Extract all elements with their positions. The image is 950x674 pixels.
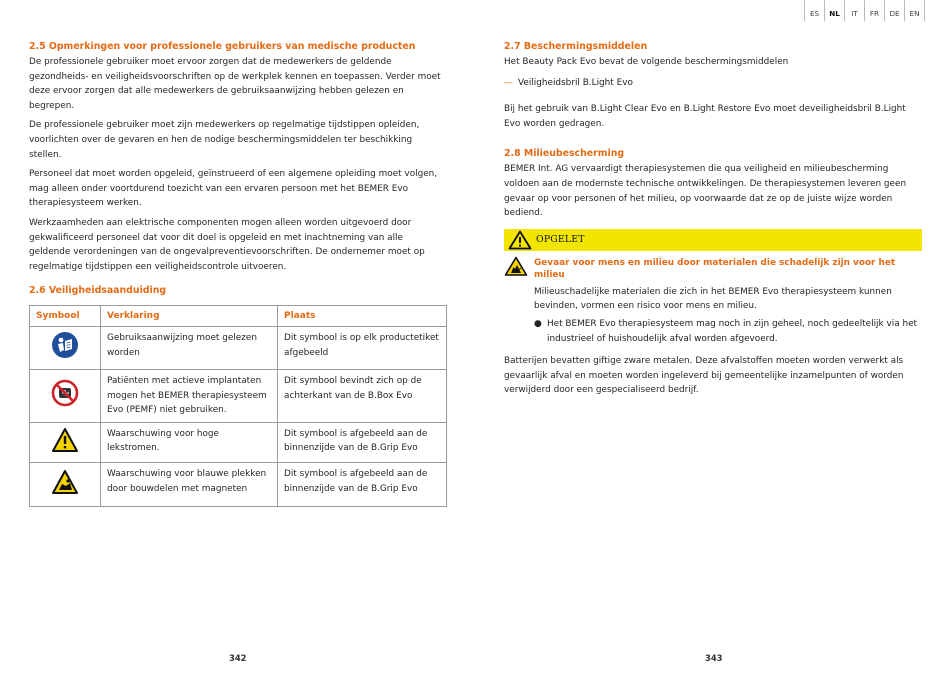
language-tab-nl[interactable]: NL	[825, 0, 845, 21]
page-number-left: 342	[229, 653, 247, 663]
language-tab-es[interactable]: ES	[805, 0, 825, 21]
section-2-5-paragraph-3: Personeel dat moet worden opgeleid, geïnstrueerd of een algemene opleiding moet volgen, mag alleen onder voortdurend toezicht van een ervaren persoon met het BEMER Evo therapiesysteem werken.	[29, 169, 438, 209]
list-item	[504, 76, 922, 91]
table-row	[30, 327, 447, 370]
location-cell: Dit symbool is afgebeeld aan de binnenzijde van de B.Grip Evo	[278, 463, 447, 507]
language-tab-it[interactable]: IT	[845, 0, 865, 21]
table-header-row	[30, 306, 447, 327]
warning-icon	[51, 427, 79, 453]
bullet-dot: ●	[534, 318, 542, 329]
column-header-explanation: Verklaring	[101, 306, 278, 327]
warning-bullet-text: Het BEMER Evo therapiesysteem mag noch in zijn geheel, noch gedeeltelijk via het industrieel of huishoudelijk afval worden afgevoerd.	[547, 318, 918, 344]
symbol-cell	[30, 327, 101, 370]
explanation-cell: Waarschuwing voor hoge lekstromen.	[101, 422, 278, 463]
section-2-5-paragraph-4: Werkzaamheden aan elektrische componenten mogen alleen worden uitgevoerd door gekwalificeerd personeel dat voor dit doel is opgeleid en met inachtneming van alle geldende verordeningen van de ongevalpreventievoorschriften. De ondernemer moet op regelmatige tijdstippen een veiligheidscontrole uitvoeren.	[29, 217, 425, 272]
section-2-5-paragraph-1: De professionele gebruiker moet ervoor zorgen dat de medewerkers de geldende gezondheids- en veiligheidsvoorschriften op de werkplek kennen en toepassen. Verder moet deze ervoor zorgen dat alle medewerkers de gebruiksaanwijzing hebben gelezen en begrepen.	[29, 57, 441, 111]
explanation-cell: Patiënten met actieve implantaten mogen het BEMER therapiesysteem Evo (PEMF) niet gebruiken.	[101, 369, 278, 422]
warning-text: Milieuschadelijke materialen die zich in het BEMER Evo therapiesysteem kunnen bevinden, vormen een risico voor mens en milieu.	[534, 286, 892, 312]
language-tab-en[interactable]: EN	[905, 0, 925, 21]
warning-content	[534, 257, 922, 346]
warning-label: OPGELET	[536, 234, 585, 246]
explanation-cell: Waarschuwing voor blauwe plekken door bouwdelen met magneten	[101, 463, 278, 507]
table-row	[30, 369, 447, 422]
manual-icon	[51, 331, 79, 359]
right-column	[504, 40, 922, 403]
section-2-7-title: 2.7 Beschermingsmiddelen	[504, 41, 648, 52]
table-row	[30, 463, 447, 507]
page-number-right: 343	[705, 653, 723, 663]
section-2-5-title: 2.5 Opmerkingen voor professionele gebruikers van medische producten	[29, 41, 416, 52]
location-cell: Dit symbool is op elk productetiket afgebeeld	[278, 327, 447, 370]
language-tab-fr[interactable]: FR	[865, 0, 885, 21]
language-tab-de[interactable]: DE	[885, 0, 905, 21]
left-column	[29, 40, 447, 507]
section-2-8-title: 2.8 Milieubescherming	[504, 148, 625, 160]
symbol-cell	[30, 422, 101, 463]
section-2-6-title: 2.6 Veiligheidsaanduiding	[29, 285, 167, 297]
symbol-cell	[30, 369, 101, 422]
warning-title: Gevaar voor mens en milieu door materialen die schadelijk zijn voor het milieu	[534, 257, 896, 280]
dash-bullet: —	[504, 77, 513, 88]
warning-banner	[504, 229, 922, 251]
section-2-5-paragraph-2: De professionele gebruiker moet zijn medewerkers op regelmatige tijdstippen opleiden, voorlichten over de gevaren en hen de nodige beschermingsmiddelen ter beschikking stellen.	[29, 120, 420, 160]
symbol-cell	[30, 463, 101, 507]
explanation-cell: Gebruiksaanwijzing moet gelezen worden	[101, 327, 278, 370]
right-page	[475, 0, 950, 674]
list-item-text: Veiligheidsbril B.Light Evo	[518, 77, 633, 88]
safety-symbols-table	[29, 305, 447, 507]
list-item	[534, 317, 922, 346]
no-implant-icon	[51, 379, 79, 407]
warning-icon	[508, 230, 532, 250]
language-tabs	[804, 0, 925, 21]
magnet-warning-icon	[51, 469, 79, 495]
location-cell: Dit symbool bevindt zich op de achterkant van de B.Box Evo	[278, 369, 447, 422]
section-2-8-paragraph-2: Batterijen bevatten giftige zware metalen. Deze afvalstoffen moeten worden verwerkt als gevaarlijk afval en moeten worden ingeleverd bij gemeentelijke inzamelpunten of worden verwijderd door een gespecialiseerd bedrijf.	[504, 356, 904, 396]
warning-block	[504, 257, 922, 346]
environment-hazard-icon	[504, 256, 528, 277]
warning-icon-container	[504, 257, 534, 346]
location-cell: Dit symbool is afgebeeld aan de binnenzijde van de B.Grip Evo	[278, 422, 447, 463]
section-2-7-paragraph-2: Bij het gebruik van B.Light Clear Evo en B.Light Restore Evo moet deveiligheidsbril B.Light Evo worden gedragen.	[504, 104, 906, 129]
section-2-7-paragraph-1: Het Beauty Pack Evo bevat de volgende beschermingsmiddelen	[504, 57, 789, 67]
column-header-symbol: Symbool	[30, 306, 101, 327]
column-header-location: Plaats	[278, 306, 447, 327]
table-row	[30, 422, 447, 463]
section-2-8-paragraph-1: BEMER Int. AG vervaardigt therapiesystemen die qua veiligheid en milieubescherming voldoen aan de modernste technische ontwikkelingen. De therapiesystemen leveren geen gevaar op voor personen of het milieu, op voorwaarde dat ze op de juiste wijze worden bediend.	[504, 164, 907, 219]
